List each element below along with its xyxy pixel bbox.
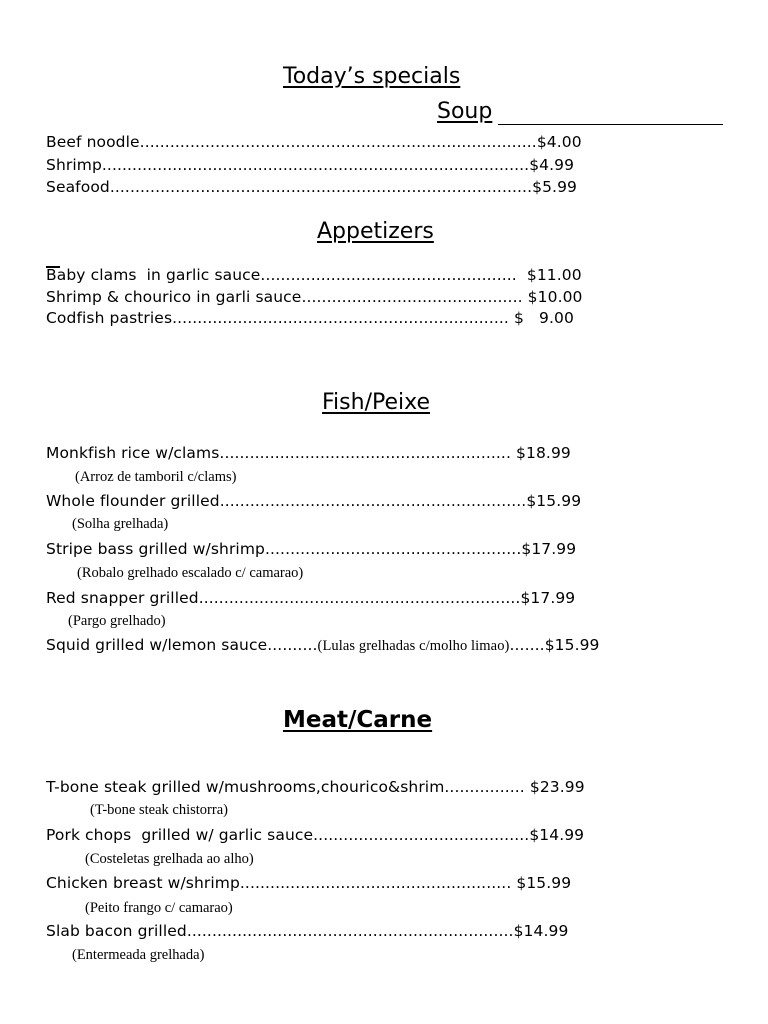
item-leader: ....................................................................................	[109, 178, 533, 196]
item-price: $17.99	[521, 540, 577, 558]
item-name: Pork chops grilled w/ garlic sauce	[46, 826, 314, 844]
fish-item-translation: (Pargo grelhado)	[68, 613, 166, 629]
item-name: Red snapper grilled	[46, 589, 199, 607]
meat-item-translation: (T-bone steak chistorra)	[90, 802, 228, 818]
fish-item-red-snapper	[46, 589, 575, 607]
item-price: $11.00	[516, 266, 582, 284]
item-name: Slab bacon grilled	[46, 922, 187, 940]
appetizer-item-baby-clams	[46, 266, 582, 284]
meat-item-slab-bacon	[46, 922, 568, 940]
item-leader: .................................................................	[186, 922, 514, 940]
item-leader: ................................................................	[198, 589, 521, 607]
item-price: $14.99	[529, 826, 585, 844]
soup-underline-rule	[498, 124, 723, 125]
item-name: Beef noodle	[46, 133, 140, 151]
item-price: $15.99	[544, 636, 600, 654]
item-leader: ............................................	[301, 288, 523, 306]
meat-item-translation: (Peito frango c/ camarao)	[85, 900, 233, 916]
meat-item-pork-chops	[46, 826, 584, 844]
item-leader: ...............................................................................	[139, 133, 537, 151]
item-name: Stripe bass grilled w/shrimp	[46, 540, 265, 558]
item-price: $5.99	[532, 178, 577, 196]
item-price: $15.99	[511, 874, 572, 892]
item-price: $18.99	[511, 444, 571, 462]
item-name: Baby clams in garlic sauce	[46, 266, 261, 284]
fish-item-whole-flounder	[46, 492, 581, 510]
appetizers-heading: Appetizers	[317, 219, 434, 244]
fish-heading: Fish/Peixe	[322, 390, 430, 415]
item-name: Monkfish rice w/clams	[46, 444, 220, 462]
item-leader: ..........................................................	[219, 444, 511, 462]
fish-item-monkfish-rice	[46, 444, 571, 462]
item-name: T-bone steak grilled w/mushrooms,chourico&shrim	[46, 778, 445, 796]
item-name: Shrimp	[46, 156, 102, 174]
soup-item-shrimp	[46, 156, 574, 174]
meat-item-translation: (Entermeada grelhada)	[72, 947, 205, 963]
item-leader: ...................................................	[264, 540, 522, 558]
item-price: $15.99	[526, 492, 582, 510]
meat-heading: Meat/Carne	[283, 707, 433, 733]
item-leader: ..........	[267, 636, 318, 654]
item-price: $14.99	[513, 922, 569, 940]
item-leader: ...................................................................	[172, 309, 509, 327]
item-translation-inline: (Lulas grelhadas c/molho limao)	[317, 638, 510, 654]
item-name: Whole flounder grilled	[46, 492, 220, 510]
appetizer-item-codfish-pastries	[46, 309, 574, 327]
item-leader: ...................................................	[260, 266, 517, 284]
item-price: $10.00	[522, 288, 583, 306]
meat-item-translation: (Costeletas grelhada ao alho)	[85, 851, 254, 867]
item-name: Squid grilled w/lemon sauce	[46, 636, 268, 654]
item-leader: .......	[509, 636, 545, 654]
item-name: Chicken breast w/shrimp	[46, 874, 240, 892]
meat-item-chicken-breast	[46, 874, 571, 892]
soup-item-beef-noodle	[46, 133, 582, 151]
item-price: $4.00	[536, 133, 582, 151]
item-price: $17.99	[520, 589, 576, 607]
item-leader: .............................................................	[219, 492, 527, 510]
item-leader: ......................................................	[239, 874, 512, 892]
meat-item-tbone-steak	[46, 778, 585, 796]
fish-item-stripe-bass	[46, 540, 576, 558]
fish-item-translation: (Arroz de tamboril c/clams)	[75, 469, 237, 485]
appetizer-item-shrimp-chourico	[46, 288, 583, 306]
soup-item-seafood	[46, 178, 577, 196]
item-name: Shrimp & chourico in garli sauce	[46, 288, 302, 306]
fish-item-translation: (Solha grelhada)	[72, 516, 169, 532]
fish-item-translation: (Robalo grelhado escalado c/ camarao)	[77, 565, 304, 581]
item-price: $23.99	[524, 778, 585, 796]
item-name: Seafood	[46, 178, 110, 196]
item-price: $4.99	[529, 156, 575, 174]
fish-item-squid	[46, 636, 600, 655]
item-leader: .....................................................................................	[101, 156, 530, 174]
item-leader: ...........................................	[313, 826, 530, 844]
page-title: Today’s specials	[283, 64, 461, 89]
soup-heading: Soup	[437, 99, 493, 124]
item-price: $ 9.00	[508, 309, 574, 327]
item-leader: ................	[444, 778, 525, 796]
item-name: Codfish pastries	[46, 309, 173, 327]
